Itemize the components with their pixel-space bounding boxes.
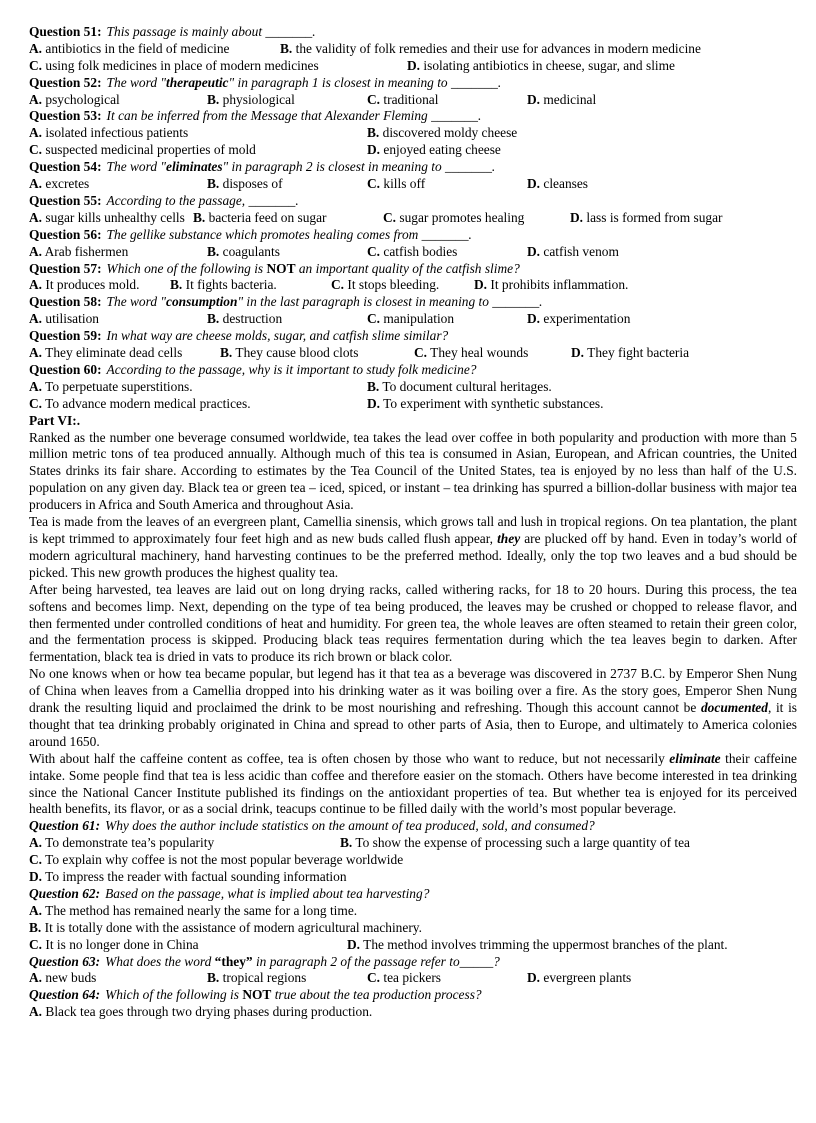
not-emphasis: NOT	[242, 987, 272, 1003]
keyword-therapeutic: therapeutic	[166, 74, 229, 90]
q57-option-c[interactable]: It stops bleeding.	[347, 277, 440, 293]
q54-options: A. excretes B. disposes of C. kills off D. cleanses	[29, 176, 589, 192]
question-55: Question 55: According to the passage, _______.	[29, 192, 299, 208]
q61-option-d[interactable]: To impress the reader with factual sounding information	[45, 869, 347, 885]
question-63: Question 63: What does the word “they” in paragraph 2 of the passage refer to_____?	[29, 953, 500, 969]
question-60: Question 60: According to the passage, why is it important to study folk medicine?	[29, 361, 477, 377]
q59-option-a[interactable]: They eliminate dead cells	[45, 345, 183, 361]
q54-option-d[interactable]: cleanses	[543, 176, 589, 192]
q59-options: A. They eliminate dead cells B. They cause blood clots C. They heal wounds D. They fight bacteria	[29, 345, 690, 361]
q63-options: A. new buds B. tropical regions C. tea pickers D. evergreen plants	[29, 970, 632, 986]
q64-option-a[interactable]: Black tea goes through two drying phases during production.	[45, 1004, 373, 1020]
q62-row-b: B. It is totally done with the assistance of modern agricultural machinery.	[29, 919, 422, 935]
q57-option-b[interactable]: It fights bacteria.	[185, 277, 277, 293]
q53-row-cd: C. suspected medicinal properties of mold D. enjoyed eating cheese	[29, 142, 501, 158]
q53-option-a[interactable]: isolated infectious patients	[45, 125, 189, 141]
q63-option-b[interactable]: tropical regions	[222, 970, 307, 986]
q51-option-c[interactable]: using folk medicines in place of modern medicines	[45, 57, 319, 73]
q52-option-c[interactable]: traditional	[383, 91, 439, 107]
q54-option-a[interactable]: excretes	[45, 176, 90, 192]
q57-options: A. It produces mold. B. It fights bacteria. C. It stops bleeding. D. It prohibits inflammation.	[29, 277, 629, 293]
question-59: Question 59: In what way are cheese molds, sugar, and catfish slime similar?	[29, 328, 449, 344]
part-heading: Part VI:.	[29, 412, 81, 428]
q53-option-d[interactable]: enjoyed eating cheese	[383, 142, 501, 158]
q53-option-b[interactable]: discovered moldy cheese	[382, 125, 518, 141]
keyword-eliminates: eliminates	[166, 159, 223, 175]
q58-option-c[interactable]: manipulation	[383, 311, 455, 327]
q55-option-b[interactable]: bacteria feed on sugar	[208, 209, 327, 225]
q51-row-ab: A. antibiotics in the field of medicine B. the validity of folk remedies and their use for advances in modern medicine	[29, 40, 701, 56]
q52-option-b[interactable]: physiological	[222, 91, 295, 107]
q58-option-b[interactable]: destruction	[222, 311, 283, 327]
q60-row-cd: C. To advance modern medical practices. D. To experiment with synthetic substances.	[29, 395, 604, 411]
passage-paragraph-2: Tea is made from the leaves of an evergreen plant, Camellia sinensis, which grows tall and lush in tropical regions. On tea plantation, the plant is kept trimmed to approximately four feet high and as new buds called flush appear, they are plucked off by hand. Even in today’s world of modern agricultural machinery, hand harvesting continues to be the preferred method. Ideally, only the top two leaves and a bud should be picked. This new growth produces the highest quality tea.	[29, 514, 797, 580]
passage-paragraph-5: With about half the caffeine content as coffee, tea is often chosen by those who want to reduce, but not necessarily eliminate their caffeine intake. Some people find that tea is less acidic than coffee and therefore easier on the stomach. Others have become interested in tea drinking since the National Cancer Institute published its findings on the antioxidant properties of tea. But whether tea is enjoyed for its perceived health benefits, its flavor, or as a social drink, teacups continue to be filled daily with the world’s most popular beverage.	[29, 750, 797, 817]
q62-row-cd: C. It is no longer done in China D. The method involves trimming the uppermost branches of the plant.	[29, 936, 728, 952]
q56-option-c[interactable]: catfish bodies	[383, 243, 458, 259]
question-58: Question 58: The word "consumption" in the last paragraph is closest in meaning to _______.	[29, 294, 543, 310]
q59-option-c[interactable]: They heal wounds	[430, 345, 529, 361]
q56-option-b[interactable]: coagulants	[222, 243, 280, 259]
q60-row-ab: A. To perpetuate superstitions. B. To document cultural heritages.	[29, 378, 552, 394]
question-53: Question 53: It can be inferred from the Message that Alexander Fleming _______.	[29, 108, 482, 124]
keyword-eliminate: eliminate	[669, 750, 721, 766]
q63-option-c[interactable]: tea pickers	[383, 970, 442, 986]
q58-option-d[interactable]: experimentation	[543, 311, 631, 327]
q51-row-cd: C. using folk medicines in place of modern medicines D. isolating antibiotics in cheese, sugar, and slime	[29, 57, 675, 73]
q52-options: A. psychological B. physiological C. traditional D. medicinal	[29, 91, 597, 107]
q54-option-b[interactable]: disposes of	[222, 176, 283, 192]
passage-paragraph-4: No one knows when or how tea became popular, but legend has it that tea as a beverage was discovered in 2737 B.C. by Emperor Shen Nung of China when leaves from a Camellia dropped into his drinking water as it was boiling over a fire. As the story goes, Emperor Shen Nung drank the resulting liquid and proclaimed the drink to be most nourishing and refreshing. Though this account cannot be documented, it is thought that tea drinking probably originated in China and spread to other parts of Asia, then to Europe, and ultimately to America colonies around 1650.	[29, 666, 798, 749]
question-61: Question 61: Why does the author include statistics on the amount of tea produced, sold, and consumed?	[29, 818, 595, 834]
passage-paragraph-3: After being harvested, tea leaves are laid out on long drying racks, called withering racks, for 18 to 20 hours. During this process, the tea softens and becomes limp. Next, depending on the type of tea being produced, the leaves may be crushed or chopped to release flavor, and then fermented under controlled conditions of heat and humidity. For green tea, the whole leaves are often steamed to retain their green color, and the fermentation process is skipped. Producing black teas requires fermentation during which the tea leaves begin to darken. After fermentation, black tea is dried in vats to produce its rich brown or black color.	[29, 581, 797, 665]
q60-option-b[interactable]: To document cultural heritages.	[382, 378, 552, 394]
q60-option-a[interactable]: To perpetuate superstitions.	[45, 378, 193, 394]
q61-row-d: D. To impress the reader with factual sounding information	[29, 869, 347, 885]
q55-option-c[interactable]: sugar promotes healing	[399, 209, 525, 225]
q51-option-a[interactable]: antibiotics in the field of medicine	[45, 40, 230, 56]
worksheet-page	[29, 24, 797, 1021]
q59-option-d[interactable]: They fight bacteria	[587, 345, 690, 361]
q55-option-d[interactable]: lass is formed from sugar	[586, 209, 723, 225]
not-emphasis: NOT	[266, 260, 296, 276]
q56-option-a[interactable]: Arab fishermen	[44, 243, 129, 259]
q51-option-b[interactable]: the validity of folk remedies and their use for advances in modern medicine	[295, 40, 701, 56]
q63-option-a[interactable]: new buds	[45, 970, 97, 986]
q62-option-b[interactable]: It is totally done with the assistance of modern agricultural machinery.	[44, 919, 422, 935]
q62-row-a: A. The method has remained nearly the same for a long time.	[29, 902, 358, 918]
question-51: Question 51: This passage is mainly about _______.	[29, 24, 316, 39]
q58-options: A. utilisation B. destruction C. manipulation D. experimentation	[29, 311, 631, 327]
q61-row-ab: A. To demonstrate tea’s popularity B. To show the expense of processing such a large quantity of tea	[29, 835, 690, 851]
q58-option-a[interactable]: utilisation	[45, 311, 99, 327]
q53-option-c[interactable]: suspected medicinal properties of mold	[45, 142, 256, 158]
q53-row-ab: A. isolated infectious patients B. discovered moldy cheese	[29, 125, 518, 141]
keyword-consumption: consumption	[166, 294, 238, 310]
q52-option-a[interactable]: psychological	[45, 91, 120, 107]
q61-option-a[interactable]: To demonstrate tea’s popularity	[45, 835, 215, 851]
q55-option-a[interactable]: sugar kills unhealthy cells	[45, 209, 185, 225]
q60-option-c[interactable]: To advance modern medical practices.	[45, 395, 251, 411]
q61-option-c[interactable]: To explain why coffee is not the most popular beverage worldwide	[45, 852, 404, 868]
q59-option-b[interactable]: They cause blood clots	[235, 345, 359, 361]
q61-row-c: C. To explain why coffee is not the most popular beverage worldwide	[29, 852, 404, 868]
q56-options: A. Arab fishermen B. coagulants C. catfish bodies D. catfish venom	[29, 243, 619, 259]
q57-option-a[interactable]: It produces mold.	[45, 277, 140, 293]
q54-option-c[interactable]: kills off	[383, 176, 426, 192]
question-54: Question 54: The word "eliminates" in paragraph 2 is closest in meaning to _______.	[29, 159, 496, 175]
keyword-documented: documented	[700, 700, 768, 716]
q62-option-d[interactable]: The method involves trimming the uppermost branches of the plant.	[363, 936, 728, 952]
q56-option-d[interactable]: catfish venom	[543, 243, 619, 259]
question-64: Question 64: Which of the following is NOT true about the tea production process?	[29, 987, 482, 1003]
q63-option-d[interactable]: evergreen plants	[543, 970, 632, 986]
question-52: Question 52: The word "therapeutic" in paragraph 1 is closest in meaning to _______.	[29, 74, 502, 90]
q62-option-c[interactable]: It is no longer done in China	[45, 936, 199, 952]
q57-option-d[interactable]: It prohibits inflammation.	[490, 277, 629, 293]
question-62: Question 62: Based on the passage, what is implied about tea harvesting?	[29, 885, 430, 901]
question-57: Question 57: Which one of the following is NOT an important quality of the catfish slime?	[29, 260, 520, 276]
q51-option-d[interactable]: isolating antibiotics in cheese, sugar, and slime	[423, 57, 675, 73]
question-56: Question 56: The gellike substance which promotes healing comes from _______.	[29, 226, 472, 242]
keyword-they-quoted: “they”	[214, 953, 253, 969]
q52-option-d[interactable]: medicinal	[543, 91, 597, 107]
q55-options: A. sugar kills unhealthy cells B. bacteria feed on sugar C. sugar promotes healing D. lass is formed from sugar	[29, 209, 723, 225]
passage-paragraph-1: Ranked as the number one beverage consumed worldwide, tea takes the lead over coffee in both popularity and production with more than 5 million metric tons of tea produced annually. Although much of this tea is consumed in Asian, European, and African countries, the United States drinks its fair share. According to estimates by the Tea Council of the United States, tea is enjoyed by no less than half of the U.S. population on any given day. Black tea or green tea – iced, spiced, or instant – tea drinking has spurred a billion-dollar business with major tea producers in Africa and South America and throughout Asia.	[29, 429, 797, 513]
q64-row-a: A. Black tea goes through two drying phases during production.	[29, 1004, 373, 1020]
q62-option-a[interactable]: The method has remained nearly the same for a long time.	[45, 902, 358, 918]
q61-option-b[interactable]: To show the expense of processing such a large quantity of tea	[355, 835, 690, 851]
keyword-they: they	[497, 530, 521, 546]
q60-option-d[interactable]: To experiment with synthetic substances.	[383, 395, 604, 411]
